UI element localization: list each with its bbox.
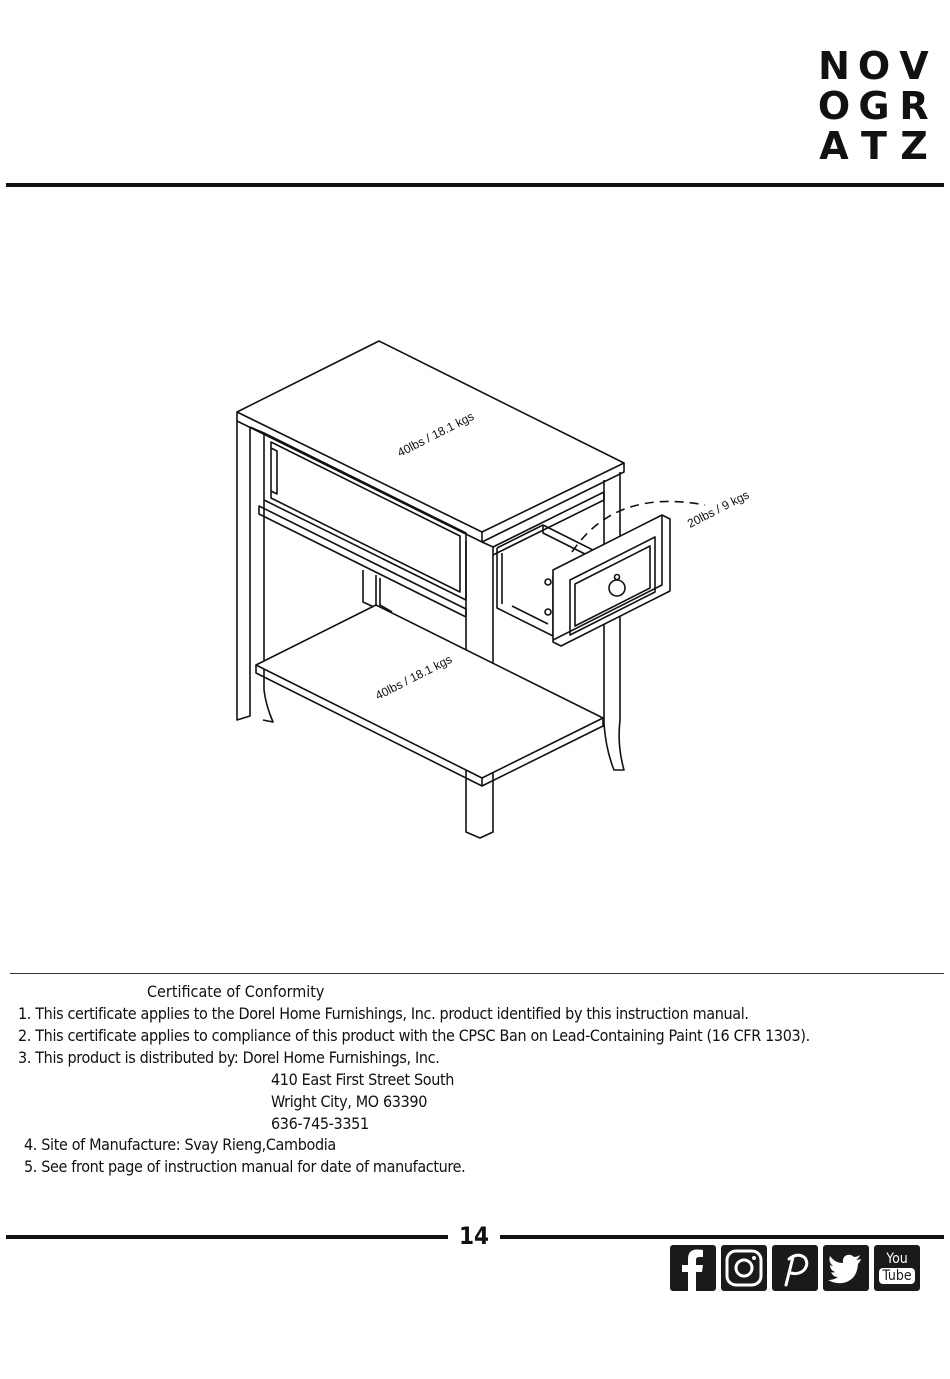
logo-letter: A (819, 124, 849, 168)
distributor-street: 410 East First Street South (271, 1070, 455, 1089)
certificate-line-2: 2. This certificate applies to compliance of this product with the CPSC Ban on Lead-Containing Paint (16 CFR 1303). (18, 1026, 810, 1045)
page-number: 14 (458, 1222, 490, 1250)
distributor-phone: 636-745-3351 (271, 1114, 369, 1133)
logo-letter: T (861, 124, 887, 168)
certificate-divider (10, 973, 944, 974)
footer-divider-left (6, 1235, 448, 1239)
certificate-line-4: 4. Site of Manufacture: Svay Rieng,Cambodia (24, 1135, 336, 1154)
logo-letter: O (817, 84, 851, 128)
label-top-load: 40lbs / 18.1 kgs (395, 409, 477, 460)
youtube-tube: Tube (879, 1268, 914, 1284)
distributor-city: Wright City, MO 63390 (271, 1092, 428, 1111)
social-icons (670, 1245, 920, 1291)
certificate-line-1: 1. This certificate applies to the Dorel Home Furnishings, Inc. product identified by this instruction manual. (18, 1004, 749, 1023)
logo-row-1 (814, 46, 934, 86)
label-drawer-load: 20lbs / 9 kgs (685, 487, 752, 531)
instagram-icon[interactable] (721, 1245, 767, 1291)
youtube-icon[interactable] (874, 1245, 920, 1291)
logo-letter: N (818, 44, 850, 88)
twitter-icon[interactable] (823, 1245, 869, 1291)
label-shelf-load: 40lbs / 18.1 kgs (373, 652, 455, 703)
brand-logo (814, 46, 934, 166)
pinterest-icon[interactable] (772, 1245, 818, 1291)
logo-letter: Z (900, 124, 928, 168)
leg-front-left (250, 427, 273, 722)
logo-row-2 (814, 86, 934, 126)
youtube-you: You (886, 1251, 908, 1267)
logo-letter: G (858, 84, 890, 128)
logo-letter: R (899, 84, 929, 128)
logo-row-3 (814, 126, 934, 166)
leg-back-left (237, 421, 250, 720)
header-divider (6, 183, 944, 187)
certificate-title: Certificate of Conformity (147, 982, 325, 1001)
logo-letter: V (899, 44, 929, 88)
certificate-line-3: 3. This product is distributed by: Dorel Home Furnishings, Inc. (18, 1048, 440, 1067)
facebook-icon[interactable] (670, 1245, 716, 1291)
side-table-illustration (228, 335, 768, 845)
logo-letter: O (857, 44, 891, 88)
footer-divider-right (500, 1235, 944, 1239)
certificate-line-5: 5. See front page of instruction manual for date of manufacture. (24, 1157, 466, 1176)
